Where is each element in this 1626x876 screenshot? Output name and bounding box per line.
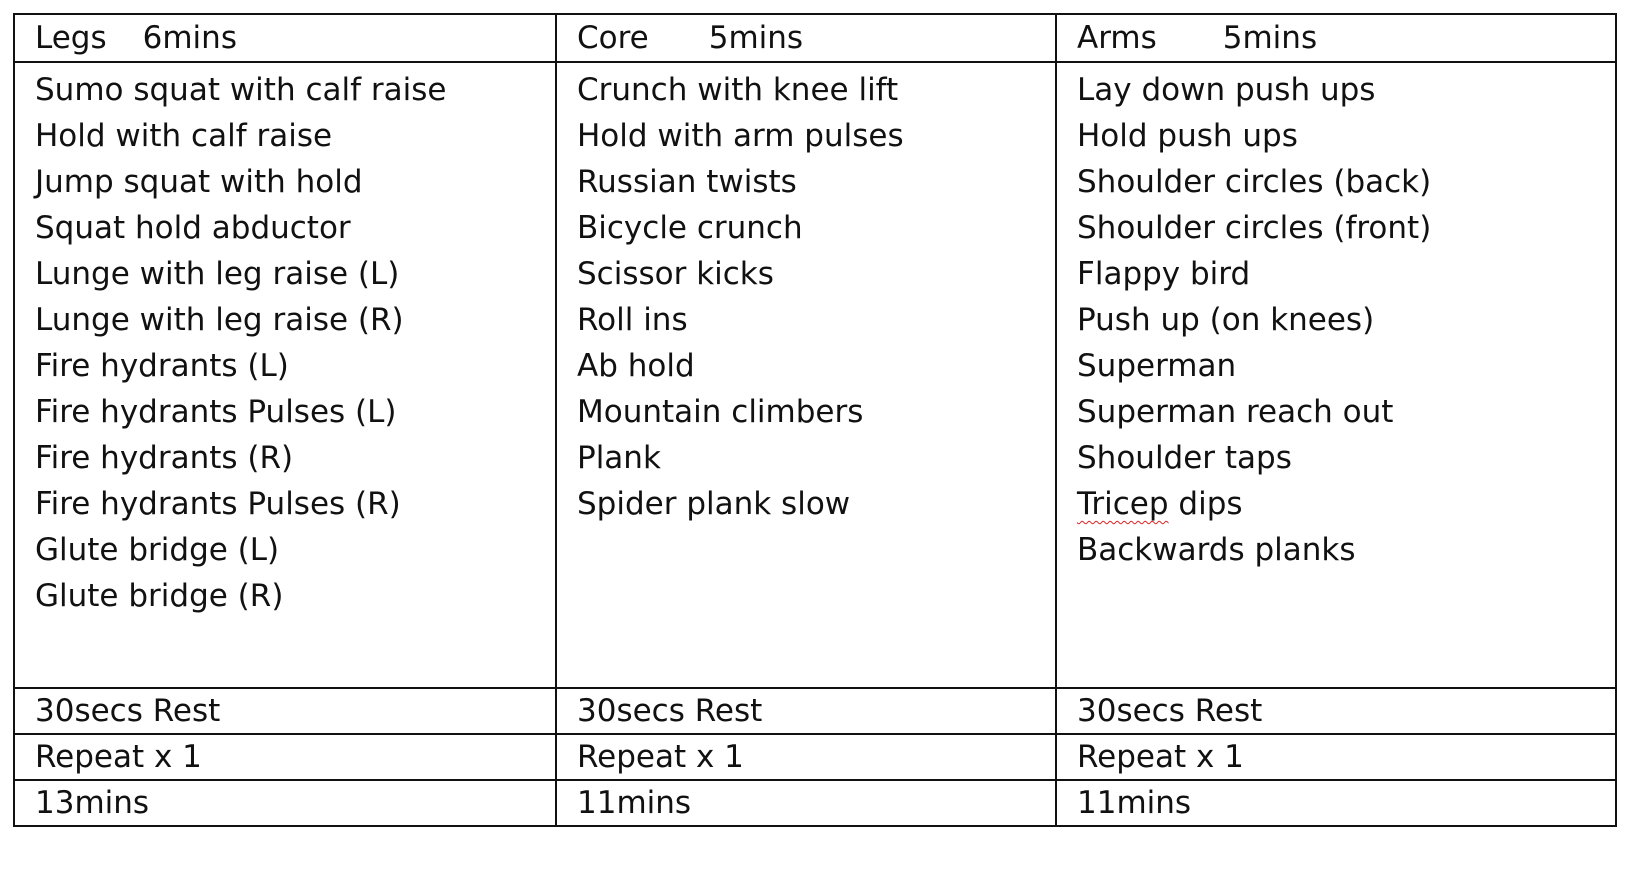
repeat-cell-arms: Repeat x 1	[1056, 734, 1616, 780]
list-item: Hold with arm pulses	[577, 118, 904, 154]
duration-arms: 5mins	[1222, 20, 1318, 56]
repeat-row	[14, 734, 1616, 780]
list-item: Shoulder taps	[1077, 440, 1292, 476]
duration-core: 5mins	[708, 20, 804, 56]
exercises-row	[14, 62, 1616, 688]
list-item: Crunch with knee lift	[577, 72, 899, 108]
list-item: Backwards planks	[1077, 532, 1356, 568]
total-cell-legs: 13mins	[14, 780, 556, 826]
total-cell-arms: 11mins	[1056, 780, 1616, 826]
rest-row	[14, 688, 1616, 734]
header-cell-core	[556, 14, 1056, 62]
list-item: Push up (on knees)	[1077, 302, 1375, 338]
list-item: Lunge with leg raise (R)	[35, 302, 404, 338]
rest-cell-core: 30secs Rest	[556, 688, 1056, 734]
list-item: Hold with calf raise	[35, 118, 333, 154]
list-item: Bicycle crunch	[577, 210, 803, 246]
list-item: Shoulder circles (back)	[1077, 164, 1432, 200]
list-item: Superman	[1077, 348, 1237, 384]
workout-table	[13, 13, 1617, 827]
list-item: Fire hydrants Pulses (L)	[35, 394, 397, 430]
list-item: Sumo squat with calf raise	[35, 72, 447, 108]
list-item: Scissor kicks	[577, 256, 774, 292]
duration-legs: 6mins	[142, 20, 237, 56]
tricep-suffix: dips	[1168, 486, 1243, 522]
list-item: Fire hydrants (R)	[35, 440, 294, 476]
exercise-list-core	[577, 63, 1055, 527]
list-item: Spider plank slow	[577, 486, 851, 522]
list-item: Superman reach out	[1077, 394, 1394, 430]
list-item: Russian twists	[577, 164, 797, 200]
list-item: Flappy bird	[1077, 256, 1251, 292]
category-legs: Legs	[35, 20, 107, 56]
exercise-list-arms	[1077, 63, 1615, 573]
rest-cell-legs: 30secs Rest	[14, 688, 556, 734]
list-item: Glute bridge (L)	[35, 532, 280, 568]
repeat-cell-core: Repeat x 1	[556, 734, 1056, 780]
list-item: Hold push ups	[1077, 118, 1298, 154]
list-item: Ab hold	[577, 348, 695, 384]
exercise-cell-legs	[14, 62, 556, 688]
exercise-cell-arms	[1056, 62, 1616, 688]
exercise-cell-core	[556, 62, 1056, 688]
spellcheck-word: Tricep	[1077, 486, 1169, 522]
category-arms: Arms	[1077, 20, 1157, 56]
list-item: Squat hold abductor	[35, 210, 351, 246]
list-item: Lay down push ups	[1077, 72, 1376, 108]
repeat-cell-legs: Repeat x 1	[14, 734, 556, 780]
list-item: Jump squat with hold	[35, 164, 363, 200]
list-item: Mountain climbers	[577, 394, 864, 430]
list-item: Glute bridge (R)	[35, 578, 284, 614]
list-item: Fire hydrants Pulses (R)	[35, 486, 401, 522]
header-cell-arms	[1056, 14, 1616, 62]
list-item: Plank	[577, 440, 661, 476]
exercise-list-legs	[35, 63, 555, 619]
category-core: Core	[577, 20, 649, 56]
list-item-tricep-dips	[1077, 481, 1615, 527]
list-item: Shoulder circles (front)	[1077, 210, 1432, 246]
header-row	[14, 14, 1616, 62]
rest-cell-arms: 30secs Rest	[1056, 688, 1616, 734]
total-row	[14, 780, 1616, 826]
list-item: Roll ins	[577, 302, 688, 338]
list-item: Lunge with leg raise (L)	[35, 256, 400, 292]
total-cell-core: 11mins	[556, 780, 1056, 826]
header-cell-legs	[14, 14, 556, 62]
list-item: Fire hydrants (L)	[35, 348, 289, 384]
